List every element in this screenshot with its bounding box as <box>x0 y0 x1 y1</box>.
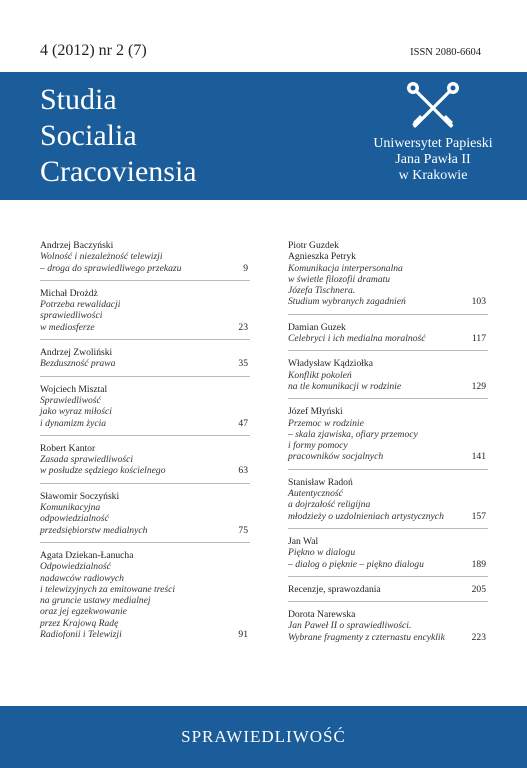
toc-title-line: i formy pomocy <box>288 440 348 452</box>
toc-title-line: Bezduszność prawa <box>40 358 116 370</box>
toc-author: Sławomir Soczyński <box>40 490 120 502</box>
toc-page-number: 91 <box>238 629 248 641</box>
journal-title-line: Socialia <box>40 119 137 152</box>
toc-title-line: nadawców radiowych <box>40 572 124 584</box>
toc-author: Władysław Kądziołka <box>288 358 373 370</box>
toc-title-line: Przemoc w rodzinie <box>288 417 364 429</box>
toc-title-line: pracowników socjalnych <box>288 451 384 463</box>
toc-entry <box>40 288 250 340</box>
university-block <box>368 80 498 184</box>
toc-title-line: Studium wybranych zagadnień <box>288 296 406 308</box>
toc-author: Dorota Narewska <box>288 609 356 621</box>
toc-page-number: 103 <box>471 296 486 308</box>
university-name-line: Jana Pawła II <box>395 152 471 167</box>
toc-page-number: 141 <box>471 451 486 463</box>
toc-title-line: – skala zjawiska, ofiary przemocy <box>288 428 418 440</box>
crossed-keys-icon <box>403 80 463 132</box>
toc-page-number: 117 <box>471 333 486 345</box>
toc-page-number: 157 <box>471 510 486 522</box>
toc-title-line: sprawiedliwości <box>40 310 103 322</box>
toc-author: Wojciech Misztal <box>40 383 108 395</box>
toc-author: Robert Kantor <box>40 442 96 454</box>
toc-title-line: jako wyraz miłości <box>40 406 112 418</box>
toc-title-line: Konflikt pokoleń <box>288 369 352 381</box>
toc-page-number: 205 <box>471 583 486 595</box>
toc-title-line: Komunikacja interpersonalna <box>288 262 403 274</box>
toc-title-line: Autentyczność <box>288 488 343 500</box>
toc-title-line: na gruncie ustawy medialnej <box>40 595 151 607</box>
toc-page-number: 23 <box>238 321 248 333</box>
journal-title-line: Studia <box>40 83 117 116</box>
toc-title-line: odpowiedzialność <box>40 513 109 525</box>
toc-title-line: przez Krajową Radę <box>40 617 119 629</box>
university-name-line: w Krakowie <box>398 168 468 183</box>
toc-entry <box>40 550 250 646</box>
toc-title-line: w mediosferze <box>40 321 95 333</box>
toc-author: Józef Młyński <box>288 406 343 418</box>
toc-entry <box>40 240 250 281</box>
toc-title-line: – dialog o pięknie – piękno dialogu <box>288 558 424 570</box>
journal-title-line: Cracoviensia <box>40 155 197 188</box>
toc-author: Agata Dziekan-Łanucha <box>40 549 134 561</box>
toc-entry <box>288 477 488 529</box>
title-banner <box>0 72 527 200</box>
university-name-line: Uniwersytet Papieski <box>373 136 493 151</box>
toc-entry <box>288 536 488 577</box>
toc-title-line: Wolność i niezależność telewizji <box>40 251 163 263</box>
toc-page-number: 35 <box>238 358 248 370</box>
toc-title-line: na tle komunikacji w rodzinie <box>288 380 402 392</box>
toc-title-line: w posłudze sędziego kościelnego <box>40 465 166 477</box>
toc-title-line: Piękno w dialogu <box>288 547 356 559</box>
toc-title-line: Odpowiedzialność <box>40 561 111 573</box>
issue-theme-banner <box>0 706 527 768</box>
toc-entry <box>288 609 488 649</box>
toc-page-number: 47 <box>238 417 248 429</box>
toc-author: Andrzej Baczyński <box>40 240 114 251</box>
toc-page-number: 75 <box>238 524 248 536</box>
toc-title-line: Sprawiedliwość <box>40 394 101 406</box>
toc-author: Andrzej Zwoliński <box>40 347 113 359</box>
toc-author: Agnieszka Petryk <box>288 251 356 263</box>
toc-page-number: 129 <box>471 380 486 392</box>
toc-title-line: i telewizyjnych za emitowane treści <box>40 583 175 595</box>
toc-entry <box>288 584 488 602</box>
toc-entry <box>288 406 488 469</box>
toc-entry <box>288 240 488 315</box>
toc-entry <box>40 384 250 436</box>
toc-entry <box>40 443 250 484</box>
toc-title-line: – droga do sprawiedliwego przekazu <box>40 262 182 274</box>
toc-title-line: Zasada sprawiedliwości <box>40 454 134 466</box>
toc-page-number: 63 <box>238 465 248 477</box>
toc-title-line: Potrzeba rewalidacji <box>40 299 121 311</box>
toc-page-number: 223 <box>471 631 486 643</box>
toc-left-column <box>40 240 250 653</box>
toc-title-line: i dynamizm życia <box>40 417 107 429</box>
toc-title-line: Radiofonii i Telewizji <box>40 629 122 641</box>
toc-author: Damian Guzek <box>288 321 346 333</box>
toc-title-line: Celebryci i ich medialna moralność <box>288 333 426 345</box>
toc-title-line: w świetle filozofii dramatu <box>288 273 391 285</box>
toc-title-line: młodzieży o uzdolnieniach artystycznych <box>288 510 444 522</box>
toc-title-line: przedsiębiorstw medialnych <box>40 524 148 536</box>
toc-page-number: 9 <box>243 262 248 274</box>
toc-author: Stanisław Radoń <box>288 476 353 488</box>
toc-author: Recenzje, sprawozdania <box>288 583 381 595</box>
toc-title-line: Jan Paweł II o sprawiedliwości. <box>288 620 412 632</box>
toc-entry <box>40 347 250 377</box>
toc-entry <box>288 322 488 352</box>
toc-title-line: Józefa Tischnera. <box>288 285 356 297</box>
toc-title-line: a dojrzałość religijna <box>288 499 371 511</box>
toc-author: Jan Wal <box>288 535 319 547</box>
toc-page-number: 189 <box>471 558 486 570</box>
toc-author: Piotr Guzdek <box>288 240 339 251</box>
issn: ISSN 2080-6604 <box>410 47 481 58</box>
toc-author: Michał Drożdż <box>40 287 98 299</box>
issue-theme: SPRAWIEDLIWOŚĆ <box>181 727 346 746</box>
toc-right-column <box>288 240 488 656</box>
issue-number: 4 (2012) nr 2 (7) <box>40 42 147 59</box>
toc-entry <box>288 358 488 399</box>
toc-title-line: Wybrane fragmenty z czternastu encyklik <box>288 631 445 643</box>
toc-entry <box>40 491 250 543</box>
toc-title-line: oraz jej egzekwowanie <box>40 606 127 618</box>
toc-title-line: Komunikacyjna <box>40 502 101 514</box>
journal-title <box>40 82 197 190</box>
